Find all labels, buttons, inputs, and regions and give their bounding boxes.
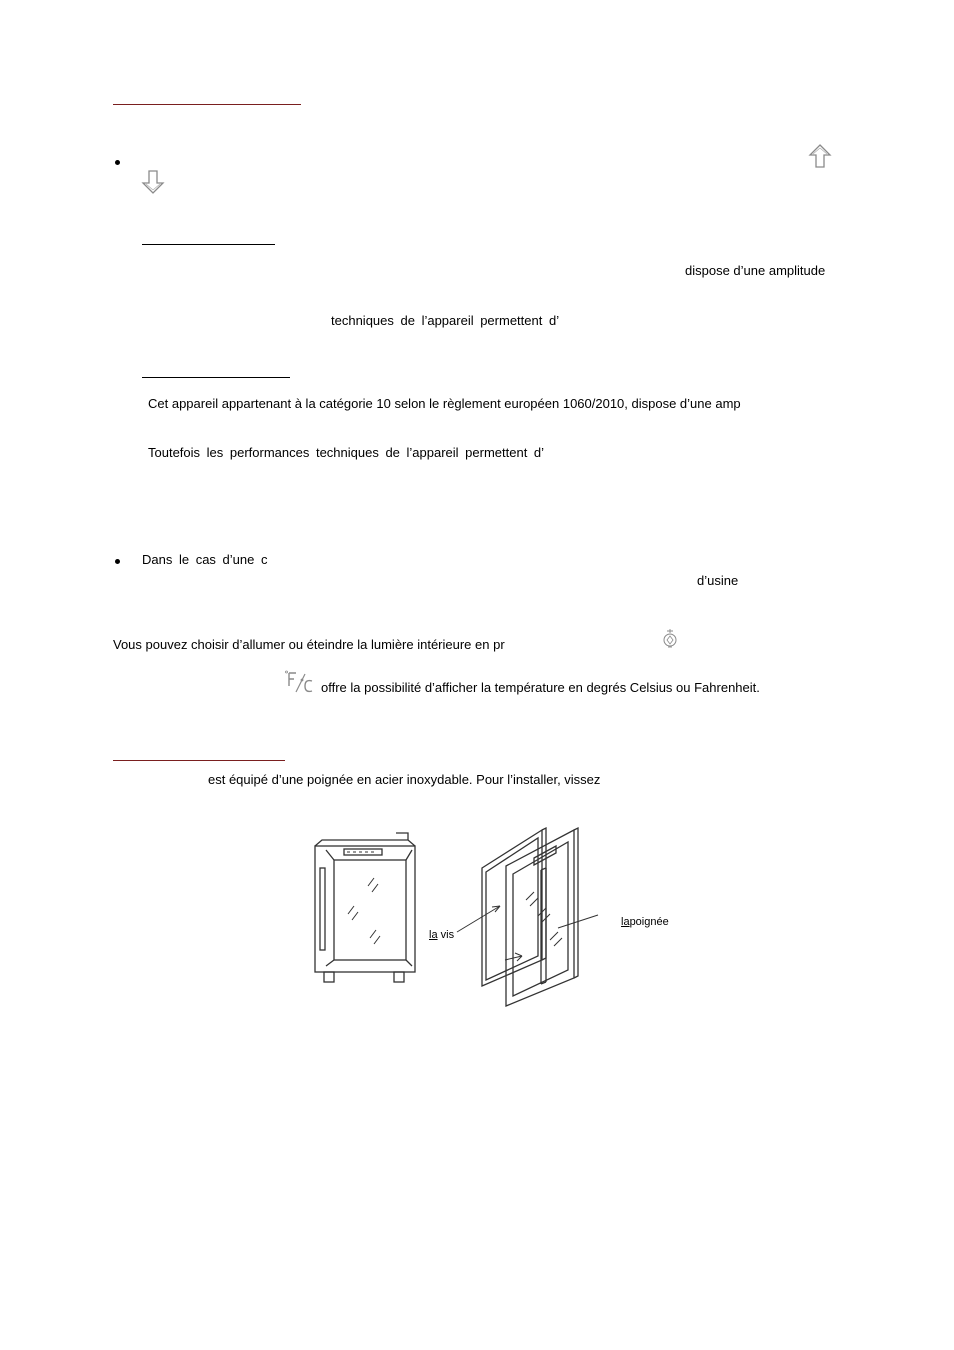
handle-text: est équipé d’une poignée en acier inoxydable. Pour l’installer, vissez — [208, 772, 601, 787]
bullet-dot — [115, 160, 120, 165]
light-text: Vous pouvez choisir d’allumer ou éteindre la lumière intérieure en pr — [113, 637, 505, 652]
amplitude-text: dispose d’une amplitude — [685, 263, 826, 278]
techniques-text: techniques de l’appareil permettent d’ — [331, 313, 560, 328]
wine-cooler-drawing — [315, 833, 415, 982]
unit-text: offre la possibilité d’afficher la température en degrés Celsius ou Fahrenheit. — [321, 680, 760, 695]
door-drawing — [482, 828, 578, 1006]
light-bulb-icon — [662, 627, 678, 651]
subsection-heading-rule-a — [142, 244, 275, 245]
section-heading-rule-1 — [113, 104, 301, 105]
fahrenheit-celsius-icon — [285, 670, 315, 696]
bullet-dot — [115, 559, 120, 564]
section-heading-rule-2 — [113, 760, 285, 761]
category-text: Cet appareil appartenant à la catégorie 10 selon le règlement européen 1060/2010, dispose d’une amp — [148, 396, 741, 411]
arrow-up-outline-icon — [809, 144, 831, 168]
subsection-heading-rule-b — [142, 377, 290, 378]
usine-text: d’usine — [697, 573, 739, 588]
handle-label: lapoignée — [621, 916, 669, 928]
bullet-case-text: Dans le cas d’une c — [142, 552, 268, 567]
screw-leader-lines — [457, 906, 598, 961]
arrow-down-outline-icon — [142, 170, 164, 194]
toutefois-text: Toutefois les performances techniques de l’appareil permettent d’ — [148, 445, 545, 460]
screw-label: la vis — [429, 929, 455, 941]
